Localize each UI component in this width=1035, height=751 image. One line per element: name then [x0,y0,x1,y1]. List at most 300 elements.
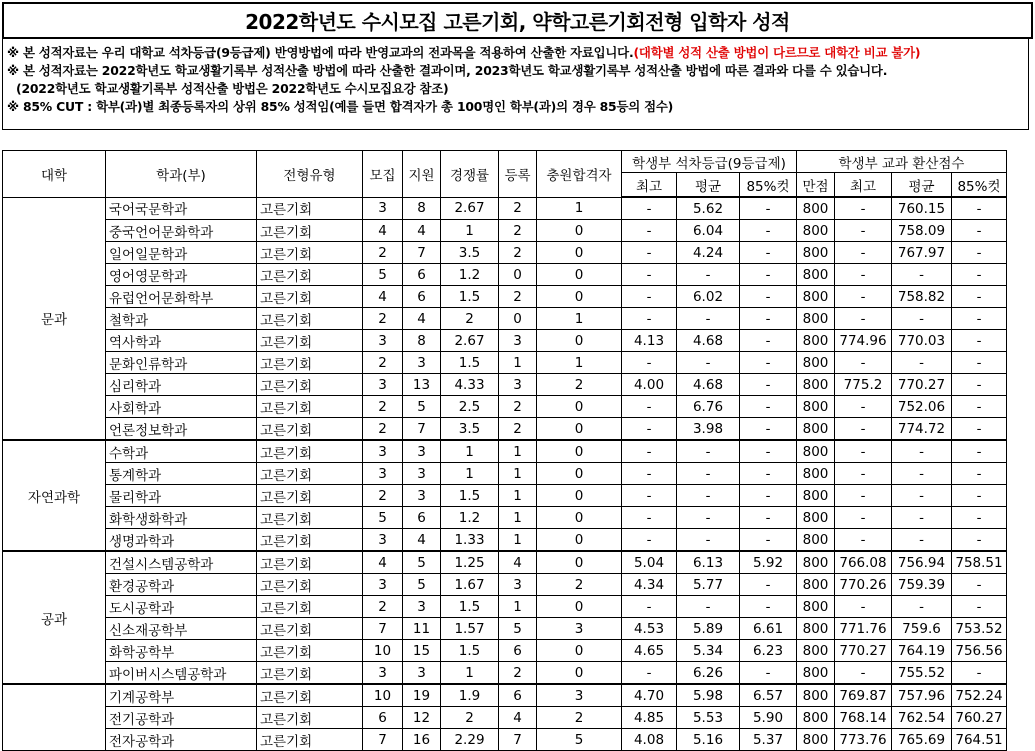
grade-cut-cell: - [740,286,797,308]
grade-max-cell: - [622,596,677,618]
dept-cell: 건설시스템공학과 [106,551,257,574]
score-max-cell: - [835,529,892,552]
type-cell: 고른기회 [257,529,363,552]
score-max-cell: - [835,352,892,374]
header-grade-avg: 평균 [677,173,740,198]
score-full-cell: 800 [797,707,835,729]
quota-cell: 7 [363,729,403,751]
score-cut-cell: - [952,220,1007,242]
score-avg-cell: - [892,463,952,485]
score-full-cell: 800 [797,352,835,374]
grade-cut-cell: - [740,308,797,330]
enrolled-cell: 2 [499,286,537,308]
univ-cell [3,684,106,751]
table-row [3,374,1007,396]
quota-cell: 6 [363,707,403,729]
dept-cell: 물리학과 [106,485,257,507]
notes-box [2,38,1029,130]
grade-cut-cell: - [740,574,797,596]
ratio-cell: 3.5 [441,418,499,441]
grade-cut-cell: - [740,352,797,374]
enrolled-cell: 2 [499,396,537,418]
ratio-cell: 1.2 [441,264,499,286]
quota-cell: 3 [363,330,403,352]
type-cell: 고른기회 [257,618,363,640]
ratio-cell: 1.2 [441,507,499,529]
grade-avg-cell: 5.77 [677,574,740,596]
grade-max-cell: 4.13 [622,330,677,352]
applicants-cell: 16 [403,729,441,751]
grade-avg-cell: - [677,264,740,286]
score-max-cell: - [835,507,892,529]
score-cut-cell: - [952,463,1007,485]
table-row [3,529,1007,552]
grade-cut-cell: - [740,596,797,618]
table-row [3,286,1007,308]
score-full-cell: 800 [797,396,835,418]
page-title: 2022학년도 수시모집 고른기회, 약학고른기회전형 입학자 성적 [245,10,790,34]
applicants-cell: 3 [403,662,441,685]
grade-max-cell: 4.85 [622,707,677,729]
grade-cut-cell: 5.90 [740,707,797,729]
table-body [3,197,1007,751]
grade-max-cell: - [622,418,677,441]
score-full-cell: 800 [797,330,835,352]
additional-cell: 2 [537,374,622,396]
grade-cut-cell: - [740,197,797,220]
grade-avg-cell: 4.68 [677,374,740,396]
applicants-cell: 5 [403,551,441,574]
applicants-cell: 8 [403,197,441,220]
quota-cell: 5 [363,264,403,286]
table-row [3,308,1007,330]
score-max-cell: - [835,242,892,264]
additional-cell: 0 [537,418,622,441]
header-univ: 대학 [3,151,106,198]
score-full-cell: 800 [797,485,835,507]
applicants-cell: 4 [403,529,441,552]
score-cut-cell: - [952,529,1007,552]
score-full-cell: 800 [797,684,835,707]
type-cell: 고른기회 [257,640,363,662]
grade-avg-cell: 6.02 [677,286,740,308]
additional-cell: 3 [537,684,622,707]
table-row [3,707,1007,729]
ratio-cell: 1.33 [441,529,499,552]
grade-max-cell: - [622,197,677,220]
quota-cell: 4 [363,286,403,308]
ratio-cell: 2 [441,308,499,330]
grade-avg-cell: - [677,529,740,552]
type-cell: 고른기회 [257,396,363,418]
enrolled-cell: 1 [499,485,537,507]
applicants-cell: 3 [403,463,441,485]
quota-cell: 2 [363,485,403,507]
grade-cut-cell: - [740,485,797,507]
table-row [3,264,1007,286]
header-score-max: 최고 [835,173,892,198]
header-grade-max: 최고 [622,173,677,198]
type-cell: 고른기회 [257,485,363,507]
header-enrolled: 등록 [499,151,537,198]
score-full-cell: 800 [797,640,835,662]
enrolled-cell: 1 [499,440,537,463]
score-cut-cell: - [952,662,1007,685]
header-ratio: 경쟁률 [441,151,499,198]
grade-cut-cell: - [740,507,797,529]
grade-max-cell: - [622,440,677,463]
type-cell: 고른기회 [257,729,363,751]
grade-cut-cell: 5.92 [740,551,797,574]
grade-avg-cell: 5.16 [677,729,740,751]
additional-cell: 1 [537,308,622,330]
type-cell: 고른기회 [257,264,363,286]
applicants-cell: 5 [403,396,441,418]
score-cut-cell: - [952,396,1007,418]
header-dept: 학과(부) [106,151,257,198]
grade-avg-cell: - [677,596,740,618]
grade-max-cell: - [622,662,677,685]
dept-cell: 사회학과 [106,396,257,418]
type-cell: 고른기회 [257,220,363,242]
dept-cell: 철학과 [106,308,257,330]
quota-cell: 2 [363,396,403,418]
dept-cell: 국어국문학과 [106,197,257,220]
quota-cell: 3 [363,574,403,596]
grade-max-cell: 4.00 [622,374,677,396]
table-row [3,330,1007,352]
score-cut-cell: 756.56 [952,640,1007,662]
enrolled-cell: 0 [499,264,537,286]
note-line-4: ※ 85% CUT : 학부(과)별 최종등록자의 상위 85% 성적임(예를 들면 합격자가 총 100명인 학부(과)의 경우 85등의 점수) [7,99,674,114]
grade-max-cell: 4.08 [622,729,677,751]
grade-cut-cell: - [740,463,797,485]
applicants-cell: 12 [403,707,441,729]
grade-max-cell: - [622,220,677,242]
enrolled-cell: 1 [499,596,537,618]
type-cell: 고른기회 [257,574,363,596]
score-max-cell: - [835,286,892,308]
quota-cell: 2 [363,308,403,330]
score-full-cell: 800 [797,264,835,286]
enrolled-cell: 2 [499,242,537,264]
ratio-cell: 1.67 [441,574,499,596]
grade-avg-cell: - [677,308,740,330]
applicants-cell: 7 [403,418,441,441]
score-avg-cell: 770.03 [892,330,952,352]
applicants-cell: 4 [403,308,441,330]
applicants-cell: 11 [403,618,441,640]
grade-cut-cell: - [740,220,797,242]
header-quota: 모집 [363,151,403,198]
table-row [3,352,1007,374]
score-cut-cell: - [952,574,1007,596]
table-row [3,684,1007,707]
ratio-cell: 1 [441,463,499,485]
additional-cell: 1 [537,197,622,220]
quota-cell: 3 [363,529,403,552]
dept-cell: 중국언어문화학과 [106,220,257,242]
score-full-cell: 800 [797,374,835,396]
table-row [3,485,1007,507]
quota-cell: 2 [363,352,403,374]
additional-cell: 2 [537,707,622,729]
ratio-cell: 1.5 [441,352,499,374]
type-cell: 고른기회 [257,507,363,529]
header-score-cut: 85%컷 [952,173,1007,198]
score-cut-cell: 758.51 [952,551,1007,574]
type-cell: 고른기회 [257,308,363,330]
grade-avg-cell: 5.98 [677,684,740,707]
grade-avg-cell: 5.53 [677,707,740,729]
table-row [3,463,1007,485]
additional-cell: 0 [537,640,622,662]
dept-cell: 언론정보학과 [106,418,257,441]
grade-avg-cell: 5.34 [677,640,740,662]
score-full-cell: 800 [797,220,835,242]
score-max-cell: 766.08 [835,551,892,574]
note-line-3: (2022학년도 학교생활기록부 성적산출 방법은 2022학년도 수시모집요강 참조) [16,81,449,96]
applicants-cell: 4 [403,220,441,242]
univ-cell: 문과 [3,197,106,440]
score-max-cell: - [835,396,892,418]
score-avg-cell: 765.69 [892,729,952,751]
type-cell: 고른기회 [257,662,363,685]
score-cut-cell: - [952,197,1007,220]
ratio-cell: 4.33 [441,374,499,396]
table-row [3,197,1007,220]
grade-max-cell: - [622,242,677,264]
enrolled-cell: 6 [499,684,537,707]
grade-cut-cell: - [740,662,797,685]
enrolled-cell: 2 [499,220,537,242]
enrolled-cell: 4 [499,551,537,574]
additional-cell: 0 [537,396,622,418]
applicants-cell: 3 [403,596,441,618]
quota-cell: 10 [363,640,403,662]
grade-avg-cell: 5.89 [677,618,740,640]
quota-cell: 2 [363,418,403,441]
score-cut-cell: 764.51 [952,729,1007,751]
grade-max-cell: - [622,308,677,330]
score-max-cell: 771.76 [835,618,892,640]
additional-cell: 0 [537,507,622,529]
grade-avg-cell: 5.62 [677,197,740,220]
header-grade-group: 학생부 석차등급(9등급제) [622,151,797,173]
dept-cell: 문화인류학과 [106,352,257,374]
type-cell: 고른기회 [257,352,363,374]
applicants-cell: 3 [403,440,441,463]
univ-cell: 공과 [3,551,106,684]
score-max-cell: 770.27 [835,640,892,662]
dept-cell: 화학생화학과 [106,507,257,529]
score-avg-cell: - [892,440,952,463]
applicants-cell: 7 [403,242,441,264]
enrolled-cell: 2 [499,662,537,685]
grade-avg-cell: 6.13 [677,551,740,574]
results-table [2,150,1007,751]
type-cell: 고른기회 [257,596,363,618]
ratio-cell: 2 [441,707,499,729]
score-full-cell: 800 [797,463,835,485]
score-avg-cell: - [892,264,952,286]
score-full-cell: 800 [797,242,835,264]
score-cut-cell: - [952,507,1007,529]
score-cut-cell: - [952,596,1007,618]
score-full-cell: 800 [797,596,835,618]
quota-cell: 3 [363,197,403,220]
table-row [3,242,1007,264]
score-full-cell: 800 [797,286,835,308]
grade-avg-cell: 3.98 [677,418,740,441]
score-max-cell: - [835,197,892,220]
dept-cell: 역사학과 [106,330,257,352]
grade-cut-cell: 6.61 [740,618,797,640]
additional-cell: 0 [537,330,622,352]
additional-cell: 0 [537,662,622,685]
type-cell: 고른기회 [257,330,363,352]
grade-max-cell: 4.53 [622,618,677,640]
note-1-text: ※ 본 성적자료는 우리 대학교 석차등급(9등급제) 반영방법에 따라 반영교과의 전과목을 적용하여 산출한 자료입니다. [7,45,634,60]
header-type: 전형유형 [257,151,363,198]
grade-cut-cell: - [740,440,797,463]
table-row [3,418,1007,441]
table-row [3,618,1007,640]
grade-cut-cell: 5.37 [740,729,797,751]
additional-cell: 1 [537,352,622,374]
additional-cell: 0 [537,463,622,485]
score-cut-cell: - [952,352,1007,374]
score-cut-cell: - [952,264,1007,286]
grade-avg-cell: - [677,485,740,507]
score-cut-cell: 752.24 [952,684,1007,707]
header-additional: 충원합격자 [537,151,622,198]
ratio-cell: 1 [441,440,499,463]
score-full-cell: 800 [797,507,835,529]
enrolled-cell: 1 [499,352,537,374]
grade-avg-cell: 6.04 [677,220,740,242]
score-cut-cell: - [952,330,1007,352]
header-score-avg: 평균 [892,173,952,198]
enrolled-cell: 1 [499,463,537,485]
dept-cell: 통계학과 [106,463,257,485]
dept-cell: 화학공학부 [106,640,257,662]
note-line-1 [7,44,1024,62]
additional-cell: 0 [537,286,622,308]
type-cell: 고른기회 [257,463,363,485]
grade-cut-cell: - [740,264,797,286]
score-max-cell: - [835,440,892,463]
score-avg-cell: 774.72 [892,418,952,441]
grade-max-cell: - [622,264,677,286]
ratio-cell: 1.25 [441,551,499,574]
dept-cell: 기계공학부 [106,684,257,707]
score-avg-cell: 757.96 [892,684,952,707]
score-cut-cell: - [952,286,1007,308]
score-max-cell: - [835,463,892,485]
enrolled-cell: 2 [499,197,537,220]
enrolled-cell: 0 [499,308,537,330]
applicants-cell: 6 [403,264,441,286]
grade-max-cell: - [622,485,677,507]
grade-max-cell: 4.70 [622,684,677,707]
table-row [3,396,1007,418]
type-cell: 고른기회 [257,286,363,308]
table-row [3,220,1007,242]
dept-cell: 심리학과 [106,374,257,396]
additional-cell: 2 [537,574,622,596]
score-full-cell: 800 [797,618,835,640]
applicants-cell: 3 [403,485,441,507]
quota-cell: 3 [363,440,403,463]
score-avg-cell: 759.39 [892,574,952,596]
score-max-cell: 768.14 [835,707,892,729]
table-row [3,507,1007,529]
score-avg-cell: - [892,529,952,552]
ratio-cell: 2.67 [441,197,499,220]
score-full-cell: 800 [797,440,835,463]
type-cell: 고른기회 [257,684,363,707]
dept-cell: 생명과학과 [106,529,257,552]
grade-cut-cell: - [740,330,797,352]
type-cell: 고른기회 [257,374,363,396]
grade-avg-cell: 6.76 [677,396,740,418]
score-max-cell: - [835,308,892,330]
type-cell: 고른기회 [257,707,363,729]
enrolled-cell: 4 [499,707,537,729]
score-avg-cell: 752.06 [892,396,952,418]
grade-avg-cell: 4.24 [677,242,740,264]
score-max-cell: - [835,220,892,242]
ratio-cell: 2.5 [441,396,499,418]
quota-cell: 4 [363,220,403,242]
type-cell: 고른기회 [257,197,363,220]
score-avg-cell: 770.27 [892,374,952,396]
dept-cell: 영어영문학과 [106,264,257,286]
additional-cell: 0 [537,242,622,264]
enrolled-cell: 5 [499,618,537,640]
ratio-cell: 1.9 [441,684,499,707]
grade-cut-cell: - [740,418,797,441]
applicants-cell: 13 [403,374,441,396]
applicants-cell: 3 [403,352,441,374]
score-avg-cell: 755.52 [892,662,952,685]
grade-avg-cell: - [677,440,740,463]
grade-cut-cell: 6.23 [740,640,797,662]
enrolled-cell: 6 [499,640,537,662]
dept-cell: 도시공학과 [106,596,257,618]
quota-cell: 3 [363,662,403,685]
grade-cut-cell: - [740,242,797,264]
score-cut-cell: - [952,440,1007,463]
dept-cell: 신소재공학부 [106,618,257,640]
ratio-cell: 1.5 [441,485,499,507]
score-max-cell: - [835,264,892,286]
score-cut-cell: - [952,242,1007,264]
quota-cell: 3 [363,374,403,396]
quota-cell: 2 [363,242,403,264]
additional-cell: 0 [537,529,622,552]
score-avg-cell: - [892,596,952,618]
grade-max-cell: 4.34 [622,574,677,596]
score-full-cell: 800 [797,551,835,574]
score-avg-cell: - [892,308,952,330]
header-score-group: 학생부 교과 환산점수 [797,151,1007,173]
score-full-cell: 800 [797,529,835,552]
grade-cut-cell: - [740,396,797,418]
table-row [3,729,1007,751]
score-avg-cell: - [892,485,952,507]
